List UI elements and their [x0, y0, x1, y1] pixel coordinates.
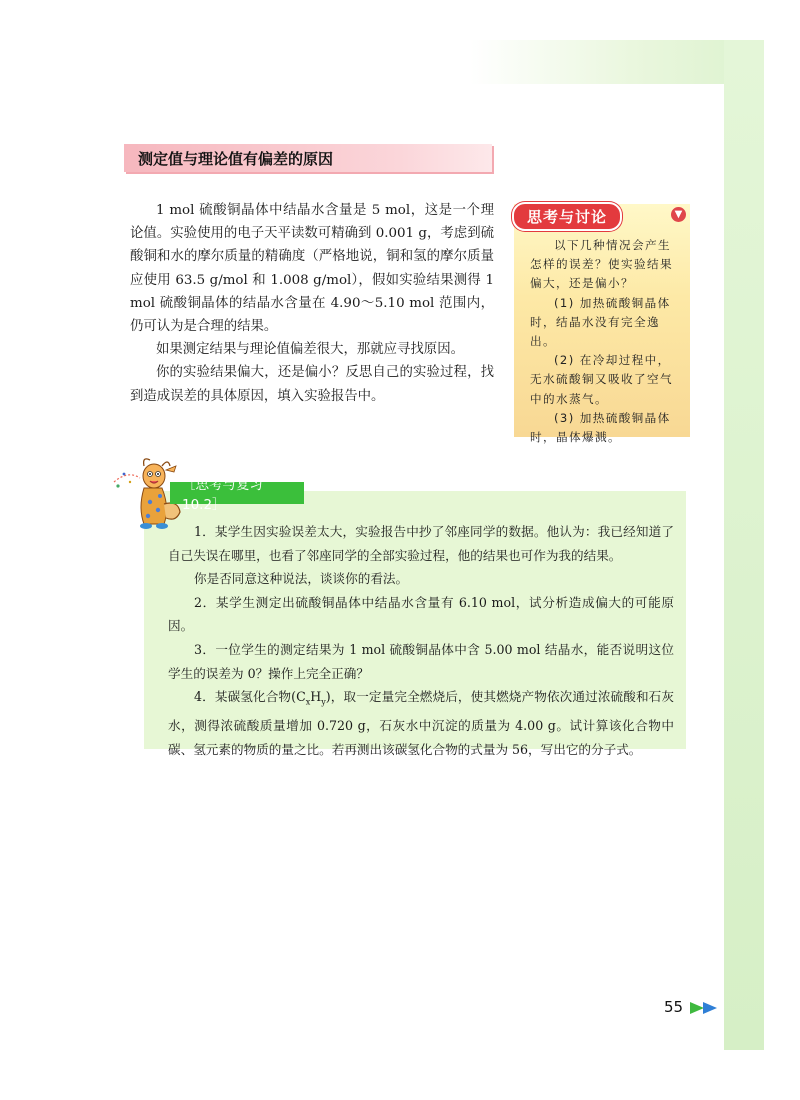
forward-arrows-icon: [690, 1001, 722, 1015]
section-heading-text: 测定值与理论值有偏差的原因: [138, 149, 334, 168]
triangle-down-icon: ▼: [671, 207, 686, 222]
exercise-title: ［思考与复习 10.2］: [182, 477, 263, 513]
formula-subscript-x: x: [305, 697, 311, 707]
discussion-item: (2) 在冷却过程中，无水硫酸铜又吸收了空气中的水蒸气。: [530, 353, 673, 406]
exercise-question: 1．某学生因实验误差太大，实验报告中抄了邻座同学的数据。他认为：我已经知道了自己失误在哪里，也看了邻座同学的全部实验过程，他的结果也可作为我的结果。: [168, 524, 674, 563]
exercise-question: 2．某学生测定出硫酸铜晶体中结晶水含量有 6.10 mol，试分析造成偏大的可能原因。: [168, 594, 674, 634]
body-paragraph: 1 mol 硫酸铜晶体中结晶水含量是 5 mol，这是一个理论值。实验使用的电子天平读数可精确到 0.001 g，考虑到硫酸铜和水的摩尔质量的精确度（严格地说，铜和氢的摩尔质量应使用 63.5 g/mol 和 1.008 g/mol），假如实验结果测得 1 mol 硫酸铜晶体的结晶水含量在 4.90～5.10 mol 范围内，仍可认为是合理的结果。: [130, 203, 494, 335]
exercise-question-followup: 你是否同意这种说法，谈谈你的看法。: [194, 571, 409, 587]
corner-decoration: [470, 40, 764, 84]
discussion-intro: 以下几种情况会产生怎样的误差？使实验结果偏大，还是偏小？: [530, 238, 673, 291]
body-text: [130, 199, 494, 408]
page-edge-tab: [724, 40, 764, 1050]
page-number: 55: [664, 998, 684, 1016]
exercise-title-tab: [170, 477, 304, 513]
formula-h: H: [310, 689, 322, 705]
section-heading: [124, 144, 492, 172]
formula-subscript-y: y: [321, 697, 326, 707]
discussion-body: [530, 236, 680, 447]
body-paragraph: 你的实验结果偏大，还是偏小？反思自己的实验过程，找到造成误差的具体原因，填入实验报告中。: [130, 365, 494, 404]
body-paragraph: 如果测定结果与理论值偏差很大，那就应寻找原因。: [156, 342, 464, 358]
exercise-question: 3．一位学生的测定结果为 1 mol 硫酸铜晶体中含 5.00 mol 结晶水，能否说明这位学生的误差为 0？操作上完全正确？: [168, 641, 674, 681]
formula-prefix: 4．某碳氢化合物(C: [194, 689, 306, 705]
discussion-title-badge: [512, 202, 622, 231]
discussion-title: 思考与讨论: [526, 208, 607, 226]
discussion-item: (1) 加热硫酸铜晶体时，结晶水没有完全逸出。: [530, 295, 671, 349]
formula-rest: )，取一定量完全燃烧后，使其燃烧产物依次通过浓硫酸和石灰水，测得浓硫酸质量增加 0.720 g，石灰水中沉淀的质量为 4.00 g。试计算该化合物中碳、氢元素的物质的量之比。若再测出该碳氢化合物的式量为 56，写出它的分子式。: [168, 689, 674, 757]
discussion-item: (3) 加热硫酸铜晶体时，晶体爆溅。: [530, 410, 671, 445]
exercise-body: [168, 520, 674, 761]
exercise-question: [168, 685, 674, 761]
